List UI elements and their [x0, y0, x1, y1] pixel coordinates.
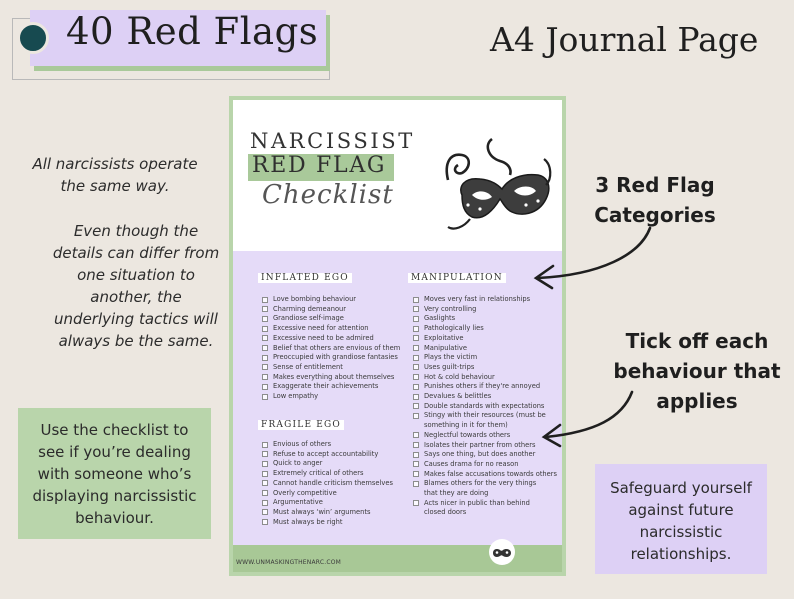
checkbox[interactable]	[262, 364, 268, 370]
banner-dot-icon	[17, 22, 49, 54]
tick-off-callout: Tick off each behaviour that applies	[613, 329, 781, 413]
checklist-item	[262, 344, 407, 354]
checklist-item	[413, 353, 551, 363]
checklist-usage-callout: Use the checklist to see if you’re dealing with someone who’s displaying narcissistic behaviour.	[18, 408, 211, 539]
checkbox[interactable]	[413, 326, 419, 332]
inflated-ego-list	[262, 295, 407, 402]
checkbox[interactable]	[262, 335, 268, 341]
checkbox[interactable]	[262, 384, 268, 390]
checkbox[interactable]	[262, 442, 268, 448]
safeguard-callout: Safeguard yourself against future narcissistic relationships.	[595, 464, 767, 574]
checklist-item	[413, 450, 551, 460]
checklist-item	[262, 363, 407, 373]
checkbox[interactable]	[413, 384, 419, 390]
footer-url: WWW.UNMASKINGTHENARC.COM	[236, 559, 342, 566]
checklist-item-label: Envious of others	[273, 440, 332, 448]
checklist-item-label: Excessive need to be admired	[273, 333, 374, 342]
checklist-item	[262, 305, 407, 315]
checkbox[interactable]	[262, 394, 268, 400]
checkbox[interactable]	[262, 471, 268, 477]
checkbox[interactable]	[413, 345, 419, 351]
checklist-item-label: Acts nicer in public than behind closed doors	[424, 498, 530, 517]
checkbox[interactable]	[413, 394, 419, 400]
mask-icon	[440, 135, 555, 240]
checkbox[interactable]	[262, 480, 268, 486]
journal-heading-narcissist: NARCISSIST	[250, 129, 415, 153]
checklist-item	[262, 469, 407, 479]
checklist-item	[413, 460, 551, 470]
checklist-item-label: Refuse to accept accountability	[273, 449, 379, 458]
checkbox[interactable]	[262, 461, 268, 467]
checklist-item	[262, 392, 407, 402]
checkbox[interactable]	[413, 374, 419, 380]
checkbox[interactable]	[262, 451, 268, 457]
checklist-item	[262, 479, 407, 489]
checklist-item-label: Manipulative	[424, 343, 467, 352]
checklist-item-label: Sense of entitlement	[273, 362, 343, 371]
checklist-item-label: Uses guilt-trips	[424, 362, 475, 371]
checklist-item	[413, 479, 551, 498]
page-title: 40 Red Flags	[66, 10, 319, 53]
checklist-item	[413, 441, 551, 451]
checkbox[interactable]	[262, 509, 268, 515]
checklist-item-label: Blames others for the very things that they are doing	[424, 479, 537, 498]
section-title-fragile-ego: FRAGILE EGO	[258, 420, 344, 430]
checklist-item-label: Devalues & belittles	[424, 392, 492, 401]
checkbox[interactable]	[262, 500, 268, 506]
intro-text-2: Even though the details can differ from one situation to another, the underlying tactics will always be the same.	[52, 222, 220, 350]
checkbox[interactable]	[413, 403, 419, 409]
checklist-item-label: Preoccupied with grandiose fantasies	[273, 353, 398, 362]
checkbox[interactable]	[262, 306, 268, 312]
checklist-item-label: Exploitative	[424, 333, 464, 342]
checklist-item-label: Extremely critical of others	[273, 469, 364, 478]
journal-heading-checklist: Checklist	[262, 180, 394, 210]
checklist-item	[413, 363, 551, 373]
section-title-manipulation: MANIPULATION	[408, 273, 506, 283]
checklist-item-label: Argumentative	[273, 498, 323, 507]
checklist-item-label: Grandiose self-image	[273, 314, 344, 323]
checklist-item	[262, 489, 407, 499]
checklist-item	[413, 431, 551, 441]
checklist-item	[413, 373, 551, 383]
checkbox[interactable]	[413, 413, 419, 419]
checklist-item-label: Overly competitive	[273, 488, 337, 497]
checklist-item	[262, 508, 407, 518]
checklist-item-label: Exaggerate their achievements	[273, 382, 379, 391]
checklist-item	[413, 334, 551, 344]
categories-callout: 3 Red Flag Categories	[594, 173, 716, 227]
checkbox[interactable]	[413, 452, 419, 458]
checkbox[interactable]	[413, 297, 419, 303]
checkbox[interactable]	[262, 316, 268, 322]
checklist-item-label: Excessive need for attention	[273, 324, 369, 333]
checkbox[interactable]	[262, 326, 268, 332]
checklist-item-label: Makes everything about themselves	[273, 372, 395, 381]
checkbox[interactable]	[262, 345, 268, 351]
checkbox[interactable]	[262, 374, 268, 380]
checklist-item-label: Gaslights	[424, 314, 456, 323]
checklist-item	[262, 382, 407, 392]
checklist-item-label: Hot & cold behaviour	[424, 372, 495, 381]
checklist-item	[413, 402, 551, 412]
checkbox[interactable]	[413, 316, 419, 322]
footer-mask-icon	[488, 538, 516, 566]
intro-text-1: All narcissists operate the same way.	[32, 155, 198, 195]
checklist-item	[262, 459, 407, 469]
checklist-item-label: Must always ‘win’ arguments	[273, 507, 371, 516]
checklist-item	[413, 499, 551, 518]
checklist-item-label: Says one thing, but does another	[424, 450, 536, 459]
checkbox[interactable]	[413, 335, 419, 341]
checklist-item	[262, 324, 407, 334]
checklist-item-label: Causes drama for no reason	[424, 459, 519, 468]
checklist-item-label: Love bombing behaviour	[273, 295, 357, 303]
checklist-item-label: Plays the victim	[424, 353, 478, 362]
checkbox[interactable]	[262, 297, 268, 303]
checklist-item-label: Charming demeanour	[273, 304, 347, 313]
checklist-item-label: Cannot handle criticism themselves	[273, 478, 393, 487]
checklist-item	[413, 382, 551, 392]
checkbox[interactable]	[413, 306, 419, 312]
checklist-item-label: Double standards with expectations	[424, 401, 545, 410]
checkbox[interactable]	[413, 355, 419, 361]
checklist-item	[413, 295, 551, 305]
checklist-item	[413, 314, 551, 324]
checkbox[interactable]	[413, 442, 419, 448]
checklist-item-label: Punishes others if they're annoyed	[424, 382, 541, 391]
checklist-item	[262, 295, 407, 305]
checklist-item-label: Isolates their partner from others	[424, 440, 536, 449]
checklist-item-label: Makes false accusations towards others	[424, 469, 558, 478]
section-title-inflated-ego: INFLATED EGO	[258, 273, 352, 283]
checklist-item-label: Moves very fast in relationships	[424, 295, 531, 303]
checklist-item	[262, 314, 407, 324]
checklist-item-label: Belief that others are envious of them	[273, 343, 401, 352]
checkbox[interactable]	[413, 364, 419, 370]
checklist-item	[413, 469, 558, 480]
checklist-item-label: Low empathy	[273, 392, 319, 401]
checklist-item	[262, 440, 407, 450]
checklist-item-label: Neglectful towards others	[424, 430, 511, 439]
checklist-item-label: Very controlling	[424, 304, 477, 313]
checklist-item	[262, 518, 407, 528]
checklist-item-label: Quick to anger	[273, 459, 323, 468]
product-subtitle: A4 Journal Page	[490, 20, 759, 59]
checklist-item	[262, 498, 407, 508]
fragile-ego-list	[262, 440, 407, 527]
checklist-item	[413, 411, 551, 430]
manipulation-list	[413, 295, 558, 518]
checkbox[interactable]	[262, 490, 268, 496]
checklist-item-label: Stingy with their resources (must be something in it for them)	[424, 411, 546, 430]
checkbox[interactable]	[413, 500, 419, 506]
checklist-item-label: Pathologically lies	[424, 324, 484, 333]
checkbox[interactable]	[413, 432, 419, 438]
checklist-item	[413, 305, 551, 315]
checklist-item	[413, 344, 551, 354]
checklist-item	[413, 392, 551, 402]
checklist-item	[262, 450, 407, 460]
checkbox[interactable]	[262, 519, 268, 525]
checklist-item	[262, 353, 407, 363]
checkbox[interactable]	[413, 461, 419, 467]
checklist-item	[262, 334, 407, 344]
checklist-item	[262, 373, 407, 383]
checklist-item-label: Must always be right	[273, 517, 343, 526]
checklist-item	[413, 324, 551, 334]
checkbox[interactable]	[262, 355, 268, 361]
checkbox[interactable]	[413, 481, 419, 487]
checkbox[interactable]	[413, 471, 419, 477]
journal-heading-red-flag: RED FLAG	[252, 153, 387, 178]
